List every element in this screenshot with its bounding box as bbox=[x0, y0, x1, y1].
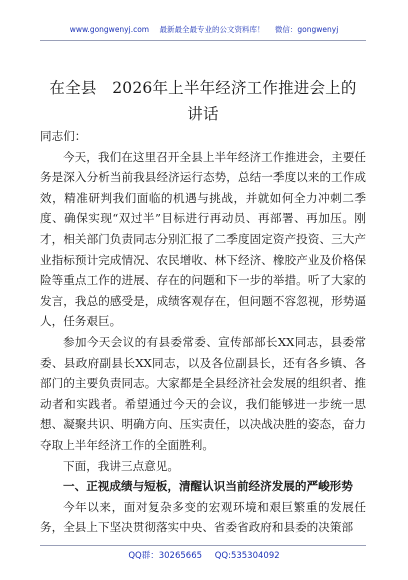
paragraph-1: 今天，我们在这里召开全县上半年经济工作推进会，主要任务是深入分析当前我县经济运行态势，总结一季度以来的工作成效，精准研判我们面临的机遇与挑战，并就如何全力冲刺二季度、确保实现“双过半”目标进行再动员、再部署、再加压。刚才，相关部门负责同志分别汇报了二季度固定资产投资、三大产业指标预计完成情况、农民增收、林下经济、橡胶产业及价格保险等重点工作的进展、存在的问题和下一步的举措。听了大家的发言，我总的感受是，成绩客观存在，但问题不容忽视，形势逼人，任务艰巨。 bbox=[40, 149, 366, 329]
paragraph-3: 下面，我讲三点意见。 bbox=[63, 458, 179, 473]
title-line-2: 讲话 bbox=[187, 105, 219, 123]
title-line-1: 在全县 2026年上半年经济工作推进会上的 bbox=[49, 79, 357, 97]
header-wechat: 微信：gongwenyj bbox=[274, 25, 339, 34]
qq-group: QQ群：30265665 bbox=[128, 551, 203, 561]
header-divider bbox=[40, 40, 366, 41]
footer-divider bbox=[40, 545, 366, 546]
site-header bbox=[0, 24, 408, 35]
header-tagline: 最新最全最专业的公文资料库！ bbox=[159, 25, 265, 34]
document-body bbox=[40, 126, 366, 538]
qq-number: QQ:535304092 bbox=[214, 551, 280, 561]
salutation: 同志们： bbox=[40, 129, 87, 143]
website-link[interactable]: www.gongwenyj.com bbox=[69, 25, 150, 34]
paragraph-2: 参加今天会议的有县委常委、宣传部部长XX同志，县委常委、县政府副县长XX同志，以及各位副县长，还有各乡镇、各部门的主要负责同志。大家都是全县经济社会发展的组织者、推动者和实践者。希望通过今天的会议，我们能够进一步统一思想、凝聚共识、明确方向、压实责任，以决战决胜的姿态，奋力夺取上半年经济工作的全面胜利。 bbox=[40, 334, 366, 452]
section-heading: 一、正视成绩与短板，清醒认识当前经济发展的严峻形势 bbox=[63, 479, 353, 494]
document-title bbox=[40, 75, 366, 127]
paragraph-4: 今年以来，面对复杂多变的宏观环境和艰巨繁重的发展任务，全县上下坚决贯彻落实中央、省委省政府和县委的决策部 bbox=[40, 499, 366, 535]
site-footer bbox=[0, 549, 408, 561]
